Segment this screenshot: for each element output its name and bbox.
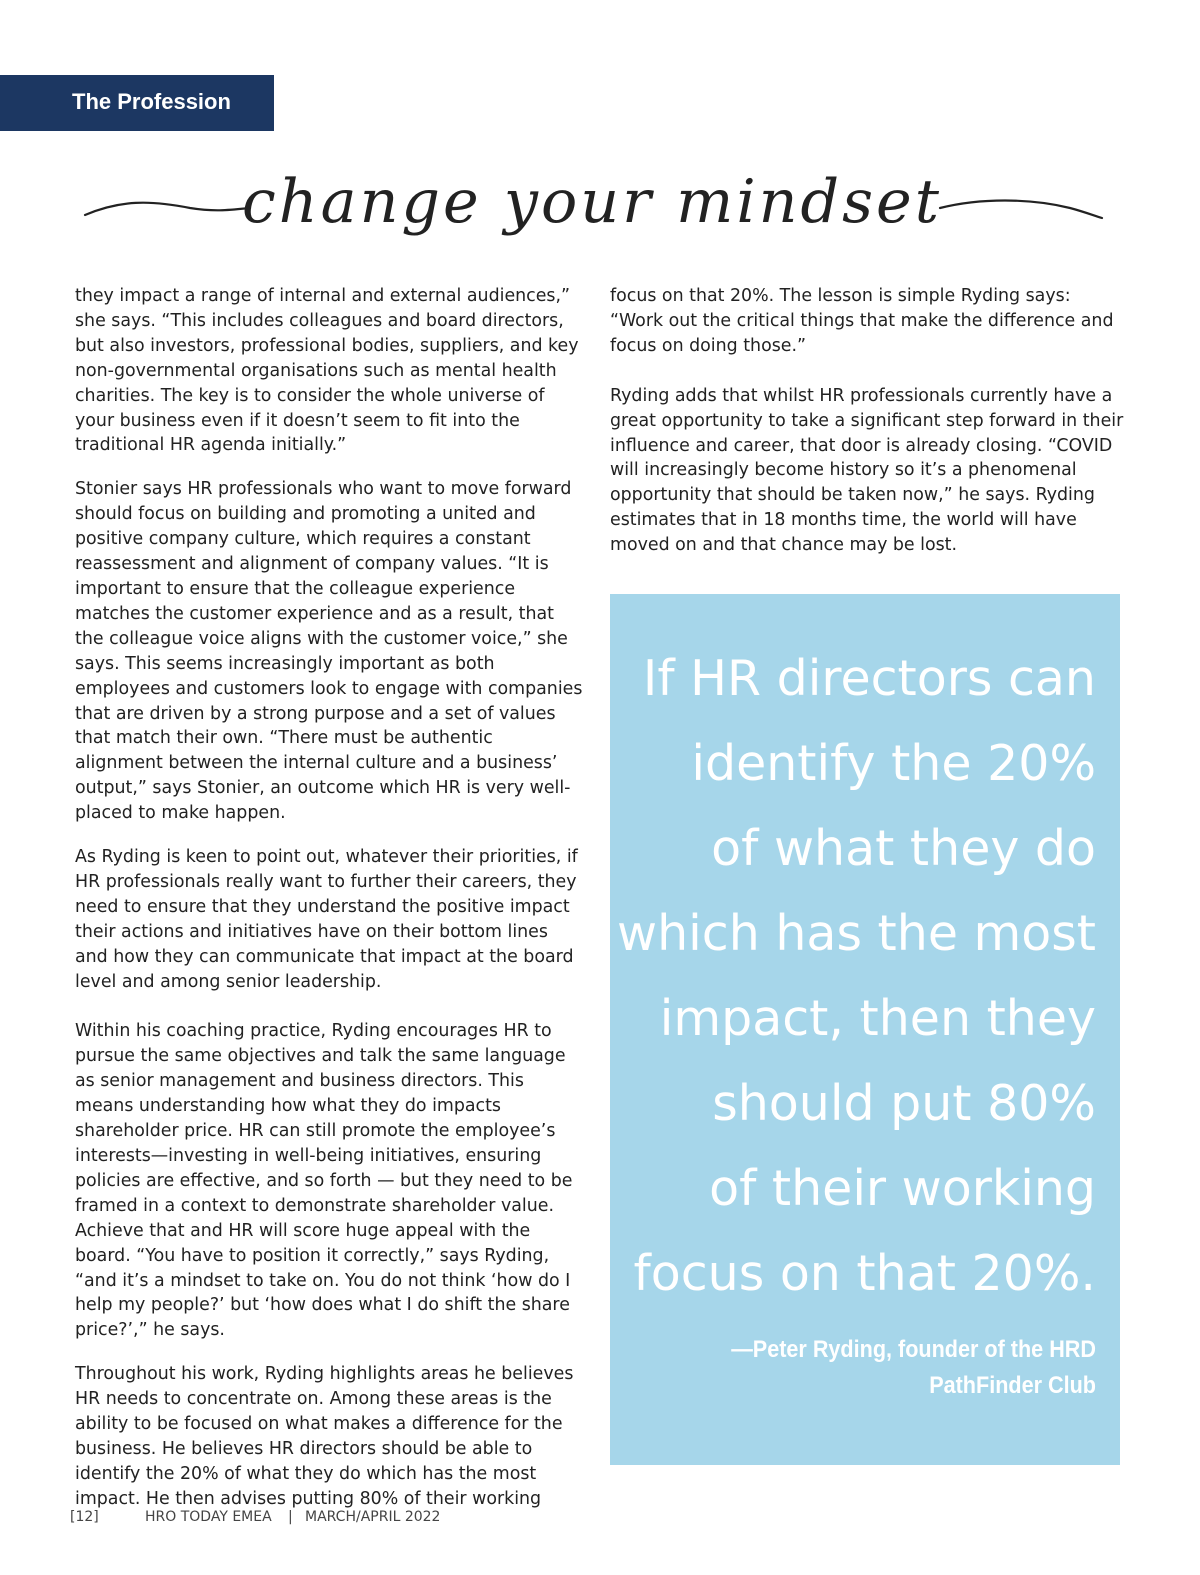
- right-column: [610, 284, 1125, 577]
- left-paragraph-4: Within his coaching practice, Ryding encourages HR to pursue the same objectives and talk the same language as senior management and business directors. This means understanding how what they do impacts shareholder price. HR can still promote the employee’s interests—investing in well-being initiatives, ensuring policies are effective, and so forth — but they need to be framed in a context to demonstrate shareholder value. Achieve that and HR will score huge appeal with the board. “You have to position it correctly,” says Ryding, “and it’s a mindset to take on. You do not think ‘how do I help my people?’ but ‘how does what I do shift the share price?’,” he says.: [75, 1021, 573, 1341]
- script-title-graphic: [80, 160, 1110, 260]
- issue-date: MARCH/APRIL 2022: [305, 1509, 441, 1525]
- title-text: change your mindset: [242, 167, 942, 237]
- left-paragraph-2: Stonier says HR professionals who want to move forward should focus on building and promoting a united and positive company culture, which requires a constant reassessment and alignment of company values. “It is important to ensure that the colleague experience matches the customer experience and as a result, that the colleague voice aligns with the customer voice,” she says. This seems increasingly important as both employees and customers look to engage with companies that are driven by a strong purpose and a set of values that match their own. “There must be authentic alignment between the internal culture and a business’ output,” says Stonier, an outcome which HR is very well-placed to make happen.: [75, 479, 583, 824]
- publication-name: HRO TODAY EMEA: [145, 1509, 272, 1525]
- section-tab: [0, 75, 274, 131]
- right-paragraph-2: Ryding adds that whilst HR professionals currently have a great opportunity to take a significant step forward in their influence and career, that door is already closing. “COVID will increasingly become history so it’s a phenomenal opportunity that should be taken now,” he says. Ryding estimates that in 18 months time, the world will have moved on and that chance may be lost.: [610, 385, 1124, 556]
- footer-separator: |: [288, 1509, 293, 1525]
- left-paragraph-1: they impact a range of internal and external audiences,” she says. “This includes colleagues and board directors, but also investors, professional bodies, suppliers, and key non-governmental organisations such as mental health charities. The key is to consider the whole universe of your business even if it doesn’t seem to fit into the traditional HR agenda initially.”: [75, 286, 579, 456]
- script-title: [80, 160, 1110, 260]
- left-column: [75, 284, 585, 1531]
- right-paragraph-1: focus on that 20%. The lesson is simple Ryding says: “Work out the critical things that make the difference and focus on doing those.”: [610, 286, 1114, 356]
- pull-quote-attribution: —Peter Ryding, founder of the HRD PathFinder Club: [731, 1336, 1096, 1399]
- pull-quote-box: [610, 594, 1120, 1465]
- section-label: The Profession: [72, 89, 231, 114]
- pull-quote-text: If HR directors can identify the 20% of what they do which has the most impact, then they should put 80% of their working focus on that 20%.: [617, 650, 1096, 1302]
- left-paragraph-5: Throughout his work, Ryding highlights areas he believes HR needs to concentrate on. Among these areas is the ability to be focused on what makes a difference for the business. He believes HR directors should be able to identify the 20% of what they do which has the most impact. He then advises putting 80% of their working: [75, 1364, 574, 1509]
- page-number: [12]: [70, 1509, 99, 1525]
- left-paragraph-3: As Ryding is keen to point out, whatever their priorities, if HR professionals really want to further their careers, they need to ensure that they understand the positive impact their actions and initiatives have on their bottom lines and how they can communicate that impact at the board level and among senior leadership.: [75, 847, 578, 992]
